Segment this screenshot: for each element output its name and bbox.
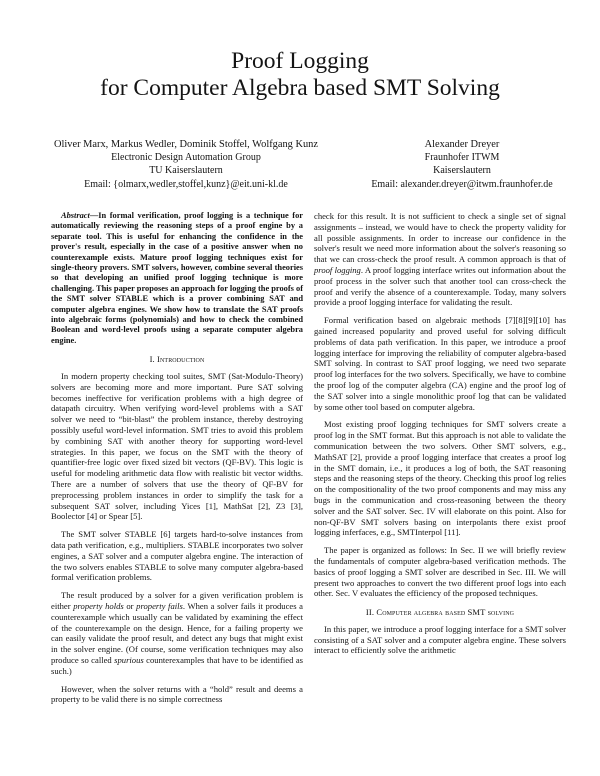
paragraph: Formal verification based on algebraic methods [7][8][9][10] has gained increased popularity and proved useful for solving difficult problems of data path verification. In this paper, we introduce a proof logging interface for improving the reliability of computer algebra-based SMT solving. In contrast to SAT proof logging, we need two separate proof log interfaces for the two solvers. Specifically, we have to combine the proof log of the computer algebra (CA) engine and the proof log of the SAT solver into a single monolithic proof log that can be validated by some other tool based on computer algebra. <box>314 315 566 412</box>
section-number: II. <box>365 607 375 618</box>
section-number: I. <box>149 354 155 365</box>
author-block-right <box>362 138 562 191</box>
left-column <box>51 211 303 705</box>
section-heading-ca-smt <box>314 607 566 618</box>
author-university: TU Kaiserslautern <box>149 165 223 177</box>
author-block-left <box>36 138 336 191</box>
paragraph: In this paper, we introduce a proof logging interface for a SMT solver consisting of a SAT solver and a computer algebra engine. These solvers interact to efficiently solve the arithmetic <box>314 623 566 656</box>
abstract-dash: — <box>89 211 99 220</box>
abstract-text: In formal verification, proof logging is a technique for automatically reviewing the reasoning steps of a proof engine by a separate tool. This is useful for enhancing the confidence in the prover's result, especially in the case of a positive answer when no counterexample exists. Mature proof logging techniques exist for single-theory provers. SMT solvers, however, combine several theories so that developing an unified proof logging technique is more challenging. This paper proposes an approach for logging the proofs of the SMT solver STABLE which is a prover combining SAT and computer algebra engines. We show how to translate the SAT proofs into algebraic forms (polynomials) and how to check the combined Boolean and word-level proofs using a separate computer algebra engine. <box>51 211 303 345</box>
author-institute: Fraunhofer ITWM <box>424 152 500 164</box>
text-run: counterexamples that have to be identified as such.) <box>51 655 303 676</box>
abstract-label: Abstract <box>61 211 90 220</box>
emphasis: property holds <box>73 601 124 612</box>
author-name: Alexander Dreyer <box>424 139 500 150</box>
paragraph: However, when the solver returns with a “hold” result and deems a property to be valid there is no simple correctness <box>51 683 303 705</box>
abstract <box>51 211 303 346</box>
author-city: Kaiserslautern <box>433 165 491 177</box>
author-group: Electronic Design Automation Group <box>111 152 261 164</box>
paragraph: In modern property checking tool suites, SMT (Sat-Modulo-Theory) solvers are becoming more and more important. Pure SAT solving becomes ineffective for verification problems with a high degree of datapath circuitry. When verifying word-level problems with a SAT solver we need to “bit-blast” the problem instance, thereby destroying possibly useful word-level information. SMT tries to avoid this problem by combining SAT with another theory for supporting word-level strategies. In this paper, we focus on the SMT with the theory of quantifier-free logic over fixed sized bit vectors (QF-BV). This logic is useful for modeling arithmetic data flow with realistic bit vector widths. There are a number of solvers that use the theory of QF-BV for preprocessing problem instances in order to simplify the task for a subsequent SAT solver, including Yices [1], MathSat [2], Z3 [3], Boolector [4] or Spear [5]. <box>51 371 303 522</box>
paragraph <box>314 211 566 308</box>
text-run: or <box>123 601 137 612</box>
paragraph <box>51 590 303 676</box>
emphasis: spurious <box>114 655 144 665</box>
section-title: Introduction <box>157 354 205 365</box>
title-line-1: Proof Logging <box>231 48 369 74</box>
paper-title <box>0 48 600 102</box>
paragraph: The paper is organized as follows: In Sec. II we will briefly review the fundamentals of computer algebra-based verification methods. The basics of proof logging a SMT solver are described in Sec. III. We will present two approaches to convert the two different proof logs into each other. Sec. V evaluates the efficiency of the proposed techniques. <box>314 545 566 599</box>
text-run: The result produced by a solver for a given verification problem is either <box>51 590 303 612</box>
paragraph: The SMT solver STABLE [6] targets hard-to-solve instances from data path verification, e.g., multipliers. STABLE incorporates two solver engines, a SAT solver and a computer algebra engine. The interaction of the two solvers enables STABLE to solve many computer algebra-based formal verification problems. <box>51 529 303 583</box>
section-title: Computer algebra based SMT solving <box>376 607 515 618</box>
section-heading-introduction <box>51 354 303 365</box>
paragraph: Most existing proof logging techniques for SMT solvers create a proof log in the SMT format. But this approach is not able to validate the communication between the two solvers. Other SMT solvers, e.g., MathSAT [2], provide a proof logging interface that creates a proof log in the SMT domain, i.e., it produces a log of both, the SAT reasoning steps and the reasoning steps of the theory. Checking this proof log relies on the compositionality of the two proof components and may miss any bugs in the communication and cross-reasoning between the theory solver and the SAT solver. Sec. IV will elaborate on this point. Also for non-QF-BV SMT solvers basing on interpolants there exist proof logging inferfaces, e.g., SMTInterpol [11]. <box>314 419 566 538</box>
author-names: Oliver Marx, Markus Wedler, Dominik Stoffel, Wolfgang Kunz <box>54 139 318 150</box>
emphasis: proof logging <box>314 264 361 275</box>
author-email: Email: alexander.dreyer@itwm.fraunhofer.de <box>371 178 553 190</box>
text-run: . When a solver fails it produces a counterexample which usually can be validated by examining the effect of the counterexample on the design. Hence, for a failing property we can easily validate the proof result, and detect any bugs that might exist in the solver engine. (Of course, some verification techniques may also produce so called <box>51 601 303 665</box>
emphasis: property fails <box>136 601 183 612</box>
right-column <box>314 211 566 656</box>
author-email: Email: {olmarx,wedler,stoffel,kunz}@eit.uni-kl.de <box>84 178 288 190</box>
title-line-2: for Computer Algebra based SMT Solving <box>100 75 500 101</box>
text-run: check for this result. It is not sufficient to check a single set of signal assignments – instead, we would have to check the property validity for all possible assignments. In order to increase our confidence in the solver's result we need more information about the solver's reasoning so that we can cross-check the proof result. A common approach is that of <box>314 211 566 265</box>
text-run: . A proof logging interface writes out information about the proof process in the solver such that another tool can cross-check the proof and verify the absence of a counterexample. Today, many solvers provide a proof logging interface for validating the result. <box>314 264 566 308</box>
